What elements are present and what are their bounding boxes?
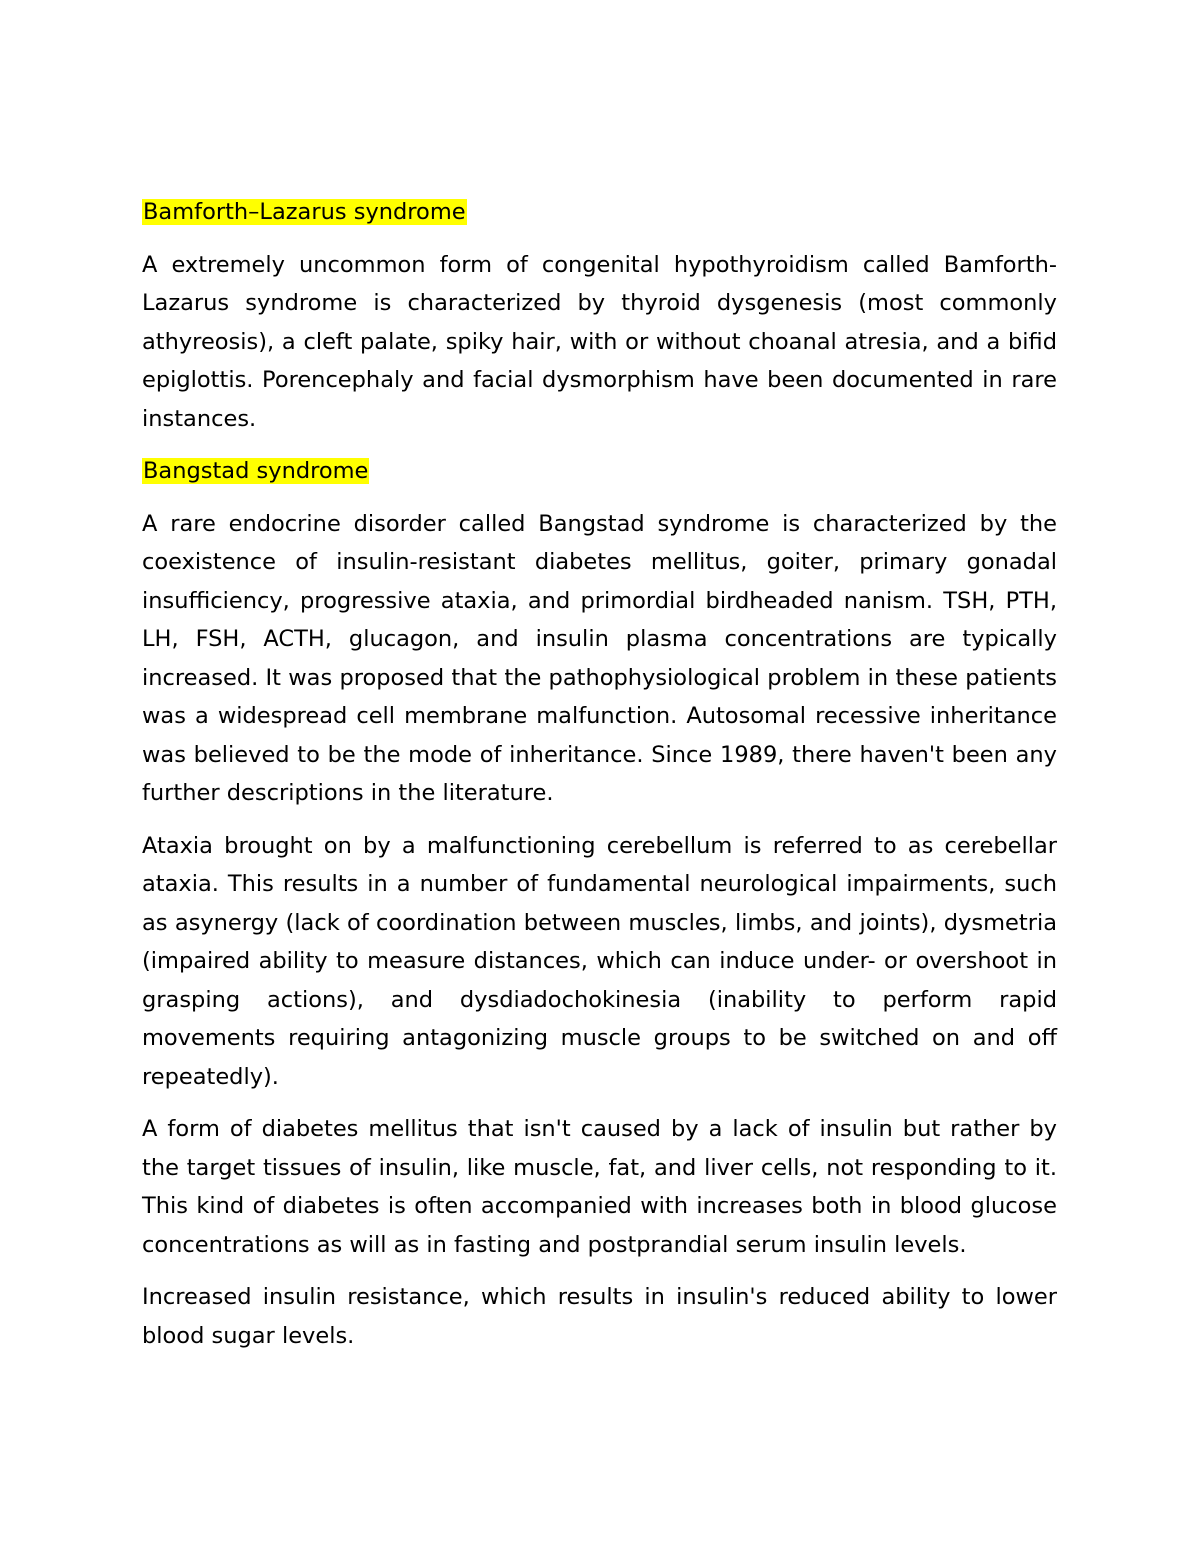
paragraph: A form of diabetes mellitus that isn't caused by a lack of insulin but rather by the target tissues of insulin, like muscle, fat, and liver cells, not responding to it. This kind of diabetes is often accompanied with increases both in blood glucose concentrations as will as in fasting and postprandial serum insulin levels. xyxy=(142,1116,1057,1258)
section-heading xyxy=(142,452,1057,491)
paragraph: Ataxia brought on by a malfunctioning cerebellum is referred to as cerebellar ataxia. This results in a number of fundamental neurological impairments, such as asynergy (lack of coordination between muscles, limbs, and joints), dysmetria (impaired ability to measure distances, which can induce under- or overshoot in grasping actions), and dysdiadochokinesia (inability to perform rapid movements requiring antagonizing muscle groups to be switched on and off repeatedly). xyxy=(142,832,1057,1090)
paragraph: A rare endocrine disorder called Bangstad syndrome is characterized by the coexistence of insulin-resistant diabetes mellitus, goiter, primary gonadal insufficiency, progressive ataxia, and primordial birdheaded nanism. TSH, PTH, LH, FSH, ACTH, glucagon, and insulin plasma concentrations are typically increased. It was proposed that the pathophysiological problem in these patients was a widespread cell membrane malfunction. Autosomal recessive inheritance was believed to be the mode of inheritance. Since 1989, there haven't been any further descriptions in the literature. xyxy=(142,510,1057,806)
highlighted-heading-text: Bangstad syndrome xyxy=(143,458,369,484)
highlighted-heading-text: Bamforth–Lazarus syndrome xyxy=(143,199,466,225)
paragraph: Increased insulin resistance, which results in insulin's reduced ability to lower blood sugar levels. xyxy=(142,1284,1057,1349)
paragraph: A extremely uncommon form of congenital hypothyroidism called Bamforth-Lazarus syndrome is characterized by thyroid dysgenesis (most commonly athyreosis), a cleft palate, spiky hair, with or without choanal atresia, and a bifid epiglottis. Porencephaly and facial dysmorphism have been documented in rare instances. xyxy=(142,251,1057,432)
document-page xyxy=(142,193,1057,1369)
section-heading xyxy=(142,193,1057,232)
